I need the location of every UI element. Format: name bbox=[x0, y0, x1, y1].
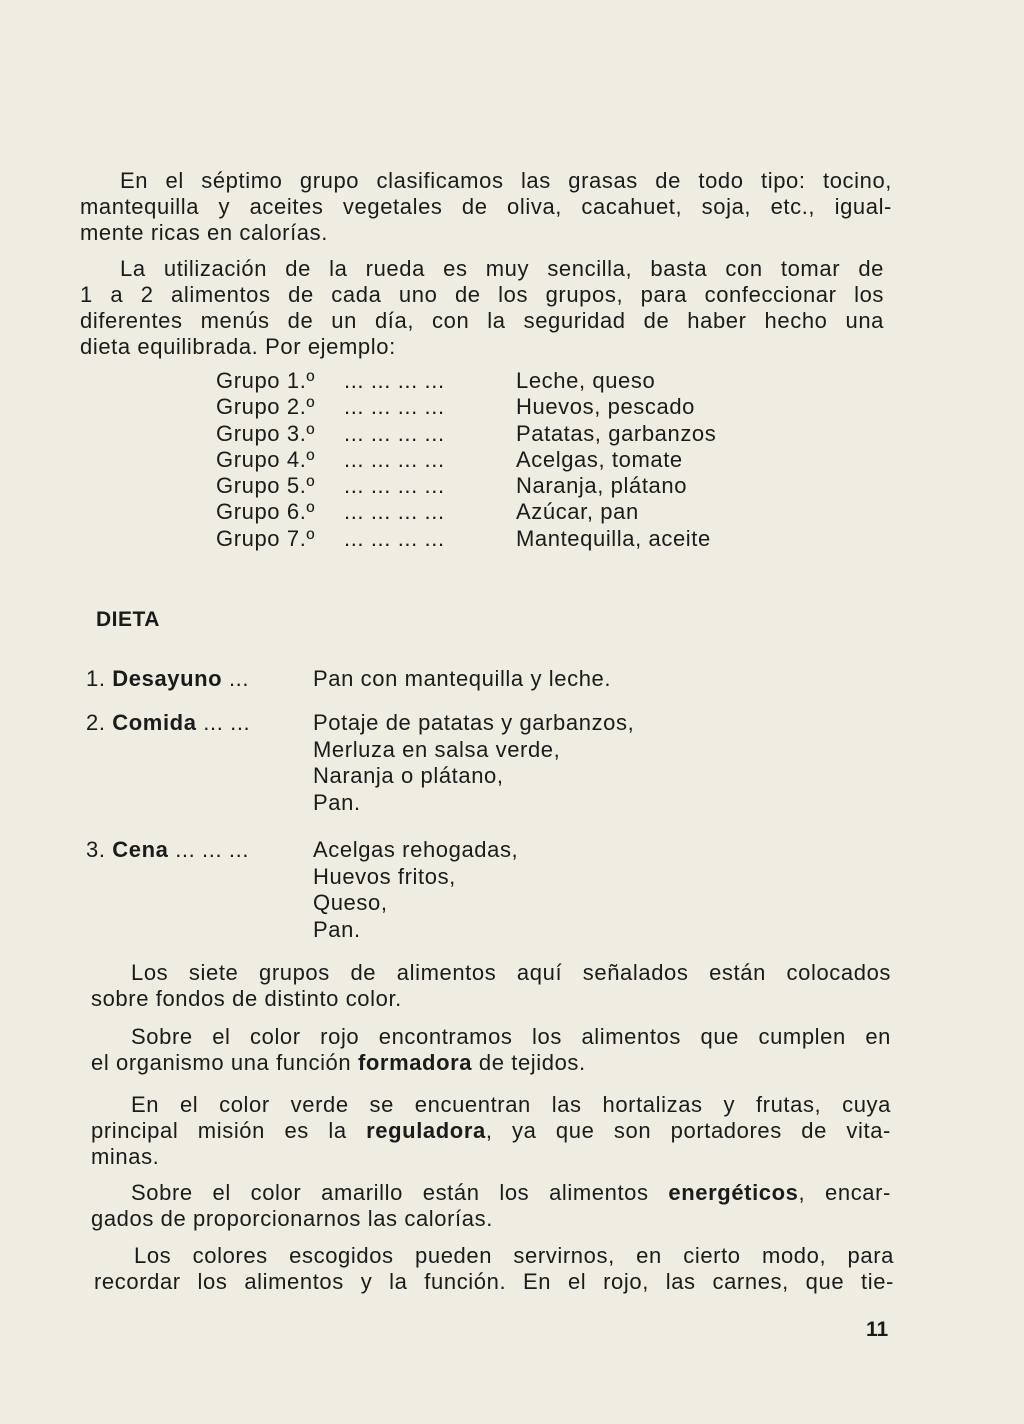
group-row bbox=[216, 499, 716, 525]
meal-item: Naranja o plátano, bbox=[313, 763, 504, 788]
paragraph-yellow-color bbox=[91, 1180, 891, 1232]
meal-item: Acelgas rehogadas, bbox=[313, 837, 519, 862]
paragraph-colors-chosen bbox=[94, 1243, 894, 1295]
group-foods: Azúcar, pan bbox=[516, 499, 639, 525]
meal-item: Pan con mantequilla y leche. bbox=[313, 666, 612, 691]
group-row bbox=[216, 473, 716, 499]
text-segment: Sobre el color amarillo están los alimentos bbox=[131, 1180, 669, 1205]
meal-item: Merluza en salsa verde, bbox=[313, 736, 561, 762]
meal-item: Queso, bbox=[313, 890, 388, 915]
group-foods: Patatas, garbanzos bbox=[516, 420, 717, 446]
text-line: mente ricas en calorías. bbox=[80, 220, 328, 245]
meal-item: Huevos fritos, bbox=[313, 863, 456, 889]
dot-leader: ... ... ... ... bbox=[344, 473, 445, 499]
text-line: La utilización de la rueda es muy sencilla, basta con tomar de bbox=[120, 256, 884, 281]
dot-leader: ... ... ... ... bbox=[344, 368, 445, 393]
dot-leader: ... ... ... bbox=[168, 837, 250, 862]
text-line: gados de proporcionarnos las calorías. bbox=[91, 1206, 493, 1231]
meal-item: Pan. bbox=[313, 916, 361, 942]
meal-name: Desayuno bbox=[112, 666, 223, 691]
group-row bbox=[216, 526, 716, 552]
emphasis-text: energéticos bbox=[668, 1180, 799, 1205]
group-foods: Leche, queso bbox=[516, 368, 656, 393]
meal-number: 2. bbox=[86, 710, 106, 735]
group-label: Grupo 1.º bbox=[216, 368, 316, 393]
text-line: dieta equilibrada. Por ejemplo: bbox=[80, 334, 396, 359]
meal-name: Comida bbox=[112, 710, 197, 735]
group-row bbox=[216, 421, 716, 447]
emphasis-text: formadora bbox=[357, 1050, 473, 1075]
page-number: 11 bbox=[866, 1318, 889, 1341]
diet-heading: DIETA bbox=[96, 608, 160, 631]
dot-leader: ... ... ... ... bbox=[344, 446, 445, 472]
group-row bbox=[216, 447, 716, 473]
paragraph-wheel-usage bbox=[80, 256, 884, 360]
meal-number: 1. bbox=[86, 666, 106, 691]
dot-leader: ... ... ... ... bbox=[344, 499, 445, 525]
text-line: En el séptimo grupo clasificamos las grasas de todo tipo: tocino, bbox=[120, 168, 892, 193]
group-row bbox=[216, 368, 716, 394]
group-label: Grupo 3.º bbox=[216, 420, 316, 446]
paragraph-green-color bbox=[91, 1092, 891, 1170]
text-line: sobre fondos de distinto color. bbox=[91, 986, 402, 1011]
text-segment: el organismo una función bbox=[91, 1050, 358, 1075]
text-line: mantequilla y aceites vegetales de oliva, cacahuet, soja, etc., igual- bbox=[80, 194, 892, 219]
paragraph-red-color bbox=[91, 1024, 891, 1076]
text-line: Sobre el color rojo encontramos los alimentos que cumplen en bbox=[131, 1024, 891, 1049]
text-segment: de tejidos. bbox=[472, 1050, 586, 1075]
dot-leader: ... ... ... ... bbox=[344, 394, 445, 420]
paragraph-color-backgrounds bbox=[91, 960, 891, 1012]
emphasis-text: reguladora bbox=[366, 1118, 486, 1143]
group-label: Grupo 7.º bbox=[216, 525, 316, 551]
text-line: diferentes menús de un día, con la seguridad de haber hecho una bbox=[80, 308, 884, 333]
paragraph-seventh-group bbox=[80, 168, 892, 246]
text-line: minas. bbox=[91, 1144, 160, 1169]
meal-item: Potaje de patatas y garbanzos, bbox=[313, 710, 635, 735]
group-foods: Huevos, pescado bbox=[516, 394, 695, 420]
group-label: Grupo 5.º bbox=[216, 473, 316, 499]
text-line: 1 a 2 alimentos de cada uno de los grupos, para confeccionar los bbox=[80, 282, 884, 307]
text-line: recordar los alimentos y la función. En el rojo, las carnes, que tie- bbox=[94, 1269, 894, 1294]
meal-number: 3. bbox=[86, 837, 106, 862]
group-foods: Naranja, plátano bbox=[516, 473, 688, 499]
dot-leader: ... ... ... ... bbox=[344, 420, 445, 446]
text-line: Los siete grupos de alimentos aquí señalados están colocados bbox=[131, 960, 891, 985]
dot-leader: ... ... bbox=[196, 710, 251, 735]
dot-leader: ... ... ... ... bbox=[344, 525, 445, 551]
group-foods: Acelgas, tomate bbox=[516, 446, 683, 472]
group-label: Grupo 6.º bbox=[216, 499, 316, 525]
text-segment: principal misión es la bbox=[91, 1118, 367, 1143]
meal-name: Cena bbox=[112, 837, 169, 862]
group-row bbox=[216, 394, 716, 420]
group-label: Grupo 4.º bbox=[216, 446, 316, 472]
text-line: Los colores escogidos pueden servirnos, en cierto modo, para bbox=[134, 1243, 894, 1268]
food-groups-list bbox=[216, 368, 716, 552]
group-foods: Mantequilla, aceite bbox=[516, 525, 711, 551]
text-segment: , ya que son portadores de vita- bbox=[485, 1118, 891, 1143]
dot-leader: ... bbox=[222, 666, 250, 691]
group-label: Grupo 2.º bbox=[216, 394, 316, 420]
text-segment: , encar- bbox=[798, 1180, 891, 1205]
text-line: En el color verde se encuentran las hortalizas y frutas, cuya bbox=[131, 1092, 891, 1117]
meal-item: Pan. bbox=[313, 789, 361, 815]
